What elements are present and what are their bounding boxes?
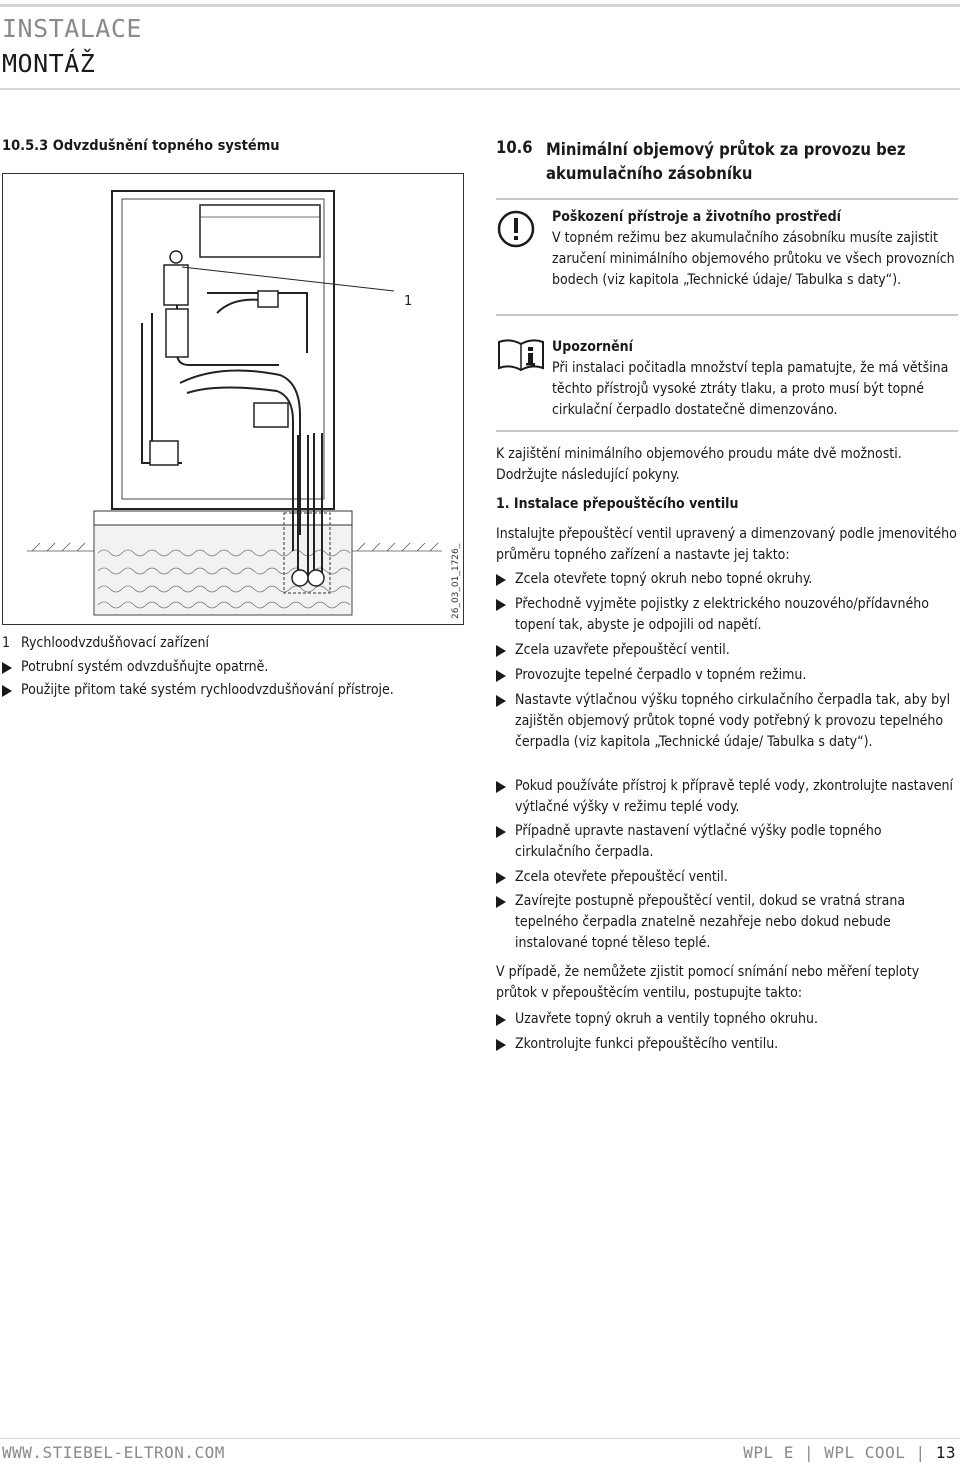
section-number: 10.6 xyxy=(496,138,533,157)
case-step-item: Zkontrolujte funkci přepouštěcího ventilu. xyxy=(496,1034,958,1055)
header-rule xyxy=(0,4,960,7)
step-item: Nastavte výtlačnou výšku topného cirkulačního čerpadla tak, aby byl zajištěn objemový průtok topné vody potřebný k provozu tepelného čerpadla (viz kapitola „Technické údaje/ Tabulka s daty“). xyxy=(496,690,958,753)
note-text: Při instalaci počitadla množství tepla pamatujte, že má většina těchto přístrojů vysoké ztráty tlaku, a proto musí být topné cirkulační čerpadlo dostatečně dimenzováno. xyxy=(552,360,949,418)
step-item: Zavírejte postupně přepouštěcí ventil, dokud se vratná strana tepelného čerpadla znatelně nezahřeje nebo dokud nebude instalované topné těleso teplé. xyxy=(496,891,958,954)
section-title-flow: Minimální objemový průtok za provozu bez akumulačního zásobníku xyxy=(546,140,906,183)
step-item: Přechodně vyjměte pojistky z elektrického nouzového/přídavného topení tak, abyste je odpojili od napětí. xyxy=(496,594,958,636)
warning-title: Poškození přístroje a životního prostředí xyxy=(552,209,841,225)
warning-rule-bottom xyxy=(496,314,958,316)
bullet-arrow-icon xyxy=(496,781,506,793)
step-item: Zcela otevřete přepouštěcí ventil. xyxy=(496,867,958,888)
warning-icon xyxy=(497,210,535,248)
chapter-subtitle: MONTÁŽ xyxy=(2,49,96,78)
left-bullet: Použijte přitom také systém rychloodvzdušňování přístroje. xyxy=(2,680,464,701)
figure-code: 26_03_01_1726_ xyxy=(451,543,461,619)
bullet-arrow-icon xyxy=(496,1039,506,1051)
header-divider xyxy=(0,88,960,90)
legend-number: 1 xyxy=(2,635,11,651)
chapter-title: INSTALACE xyxy=(2,14,142,43)
bullet-arrow-icon xyxy=(496,896,506,908)
bullet-arrow-icon xyxy=(496,599,506,611)
venting-figure xyxy=(2,173,464,625)
bullet-arrow-icon xyxy=(2,662,12,674)
note-title: Upozornění xyxy=(552,339,633,355)
intro-text: K zajištění minimálního objemového proudu máte dvě možnosti. Dodržujte následující pokyny. xyxy=(496,446,902,483)
subsection-text: Instalujte přepouštěcí ventil upravený a dimenzovaný podle jmenovitého průměru topného zařízení a nastavte jej takto: xyxy=(496,526,957,563)
bullet-arrow-icon xyxy=(496,645,506,657)
bullet-arrow-icon xyxy=(496,574,506,586)
bullet-arrow-icon xyxy=(496,1014,506,1026)
bullet-arrow-icon xyxy=(2,685,12,697)
section-title-venting: 10.5.3 Odvzdušnění topného systému xyxy=(2,138,280,154)
step-item: Pokud používáte přístroj k přípravě teplé vody, zkontrolujte nastavení výtlačné výšky v režimu teplé vody. xyxy=(496,776,958,818)
footer-rule xyxy=(0,1438,960,1439)
step-item: Zcela uzavřete přepouštěcí ventil. xyxy=(496,640,958,661)
bullet-arrow-icon xyxy=(496,670,506,682)
page-number: 13 xyxy=(935,1443,956,1462)
bullet-arrow-icon xyxy=(496,695,506,707)
warning-text: V topném režimu bez akumulačního zásobníku musíte zajistit zaručení minimálního objemového průtoku ve všech provozních bodech (viz kapitola „Technické údaje/ Tabulka s daty“). xyxy=(552,230,955,288)
step-item: Zcela otevřete topný okruh nebo topné okruhy. xyxy=(496,569,958,590)
figure-callout-1: 1 xyxy=(404,294,413,309)
footer-product: WPL E | WPL COOL | 13 xyxy=(743,1443,956,1462)
info-book-icon xyxy=(497,338,545,372)
bullet-arrow-icon xyxy=(496,872,506,884)
warning-rule-top xyxy=(496,198,958,200)
legend-text: Rychloodvzdušňovací zařízení xyxy=(21,635,209,651)
heat-pump-diagram xyxy=(2,173,464,625)
step-item: Provozujte tepelné čerpadlo v topném režimu. xyxy=(496,665,958,686)
subsection-title: 1. Instalace přepouštěcího ventilu xyxy=(496,496,739,512)
footer-website: WWW.STIEBEL-ELTRON.COM xyxy=(2,1443,225,1462)
left-bullet: Potrubní systém odvzdušňujte opatrně. xyxy=(2,657,464,678)
note-rule-bottom xyxy=(496,430,958,432)
case-step-item: Uzavřete topný okruh a ventily topného okruhu. xyxy=(496,1009,958,1030)
step-item: Případně upravte nastavení výtlačné výšky podle topného cirkulačního čerpadla. xyxy=(496,821,958,863)
bullet-arrow-icon xyxy=(496,826,506,838)
case-text: V případě, že nemůžete zjistit pomocí snímání nebo měření teploty průtok v přepouštěcím ventilu, postupujte takto: xyxy=(496,964,920,1001)
